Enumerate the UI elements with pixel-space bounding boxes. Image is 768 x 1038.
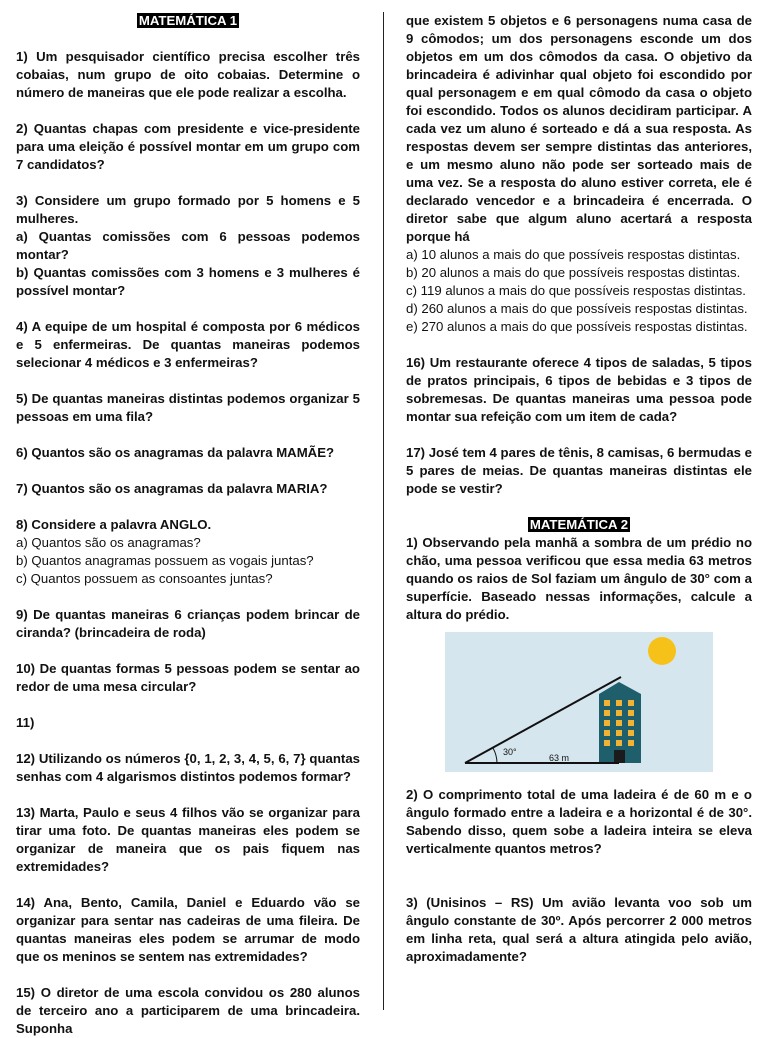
- question-17: 17) José tem 4 pares de tênis, 8 camisas, 6 bermudas e 5 pares de meias. De quantas maneiras distintas ele pode se vestir?: [406, 445, 752, 496]
- sun-icon: [648, 637, 676, 665]
- question-9: 9) De quantas maneiras 6 crianças podem brincar de ciranda? (brincadeira de roda): [16, 607, 360, 640]
- question-15b: b) 20 alunos a mais do que possíveis respostas distintas.: [406, 265, 741, 280]
- angle-label: 30°: [503, 747, 517, 757]
- left-column: [16, 12, 360, 1038]
- question-15-continued: que existem 5 objetos e 6 personagens numa casa de 9 cômodos; um dos personagens esconde um dos objetos em um dos cômodos da casa. O objetivo da brincadeira é adivinhar qual objeto foi escondido por qual personagem e em qual cômodo da casa o objeto foi escondido. Todos os alunos decidiram participar. A cada vez um aluno é sorteado e dá a sua resposta. As respostas devem ser sempre distintas das anteriores, e um mesmo aluno não pode ser sorteado mais de uma vez. Se a resposta do aluno estiver correta, ele é declarado vencedor e a brincadeira é encerrada. O diretor sabe que algum aluno acertará a resposta porque há: [406, 13, 752, 244]
- building-shadow-figure: [445, 632, 713, 772]
- question-6: 6) Quantos são os anagramas da palavra MAMÃE?: [16, 445, 335, 460]
- question-15-options: [406, 246, 752, 336]
- building-window: [604, 730, 610, 736]
- building-icon: [599, 682, 641, 763]
- question-13: 13) Marta, Paulo e seus 4 filhos vão se organizar para tirar uma foto. De quantas maneiras eles podem se organizar de maneira que os pais fiquem nas extremidades?: [16, 805, 360, 874]
- building-window: [628, 740, 634, 746]
- building-window: [628, 720, 634, 726]
- building-window: [616, 740, 622, 746]
- question-15c: c) 119 alunos a mais do que possíveis respostas distintas.: [406, 283, 746, 298]
- question-8c: c) Quantos possuem as consoantes juntas?: [16, 571, 273, 586]
- math2-question-3: 3) (Unisinos – RS) Um avião levanta voo sob um ângulo constante de 30º. Após percorrer 2 000 metros em linha reta, qual será a altura atingida pelo avião, aproximadamente?: [406, 895, 752, 964]
- building-window: [628, 700, 634, 706]
- question-8: 8) Considere a palavra ANGLO.: [16, 517, 212, 532]
- question-12: 12) Utilizando os números {0, 1, 2, 3, 4, 5, 6, 7} quantas senhas com 4 algarismos distintos podemos formar?: [16, 751, 360, 784]
- column-divider: [383, 12, 384, 1010]
- question-2: 2) Quantas chapas com presidente e vice-presidente para uma eleição é possível montar em um grupo com 7 candidatos?: [16, 121, 360, 172]
- question-8a: a) Quantos são os anagramas?: [16, 535, 201, 550]
- building-window: [604, 710, 610, 716]
- question-14: 14) Ana, Bento, Camila, Daniel e Eduardo vão se organizar para sentar nas cadeiras de uma fileira. De quantas maneiras eles podem se arrumar de modo que os meninos se sentem nas extremidades?: [16, 895, 360, 964]
- section-title-matematica-2: MATEMÁTICA 2: [529, 517, 629, 532]
- building-window: [616, 700, 622, 706]
- question-15d: d) 260 alunos a mais do que possíveis respostas distintas.: [406, 301, 748, 316]
- question-4: 4) A equipe de um hospital é composta por 6 médicos e 5 enfermeiras. De quantas maneiras podemos selecionar 4 médicos e 3 enfermeiras?: [16, 319, 360, 370]
- section-title-matematica-1: MATEMÁTICA 1: [138, 13, 238, 28]
- question-5: 5) De quantas maneiras distintas podemos organizar 5 pessoas em uma fila?: [16, 391, 360, 424]
- question-15a: a) 10 alunos a mais do que possíveis respostas distintas.: [406, 247, 741, 262]
- question-11: 11): [16, 715, 35, 730]
- question-3a: a) Quantas comissões com 6 pessoas podemos montar?: [16, 229, 360, 262]
- building-window: [616, 730, 622, 736]
- building-window: [604, 720, 610, 726]
- math2-question-1: 1) Observando pela manhã a sombra de um prédio no chão, uma pessoa verificou que essa media 63 metros quando os raios de Sol faziam um ângulo de 30° com a superfície. Baseado nessas informações, calcule a altura do prédio.: [406, 535, 752, 622]
- question-15: 15) O diretor de uma escola convidou os 280 alunos de terceiro ano a participarem de uma brincadeira. Suponha: [16, 985, 360, 1036]
- question-8b: b) Quantos anagramas possuem as vogais juntas?: [16, 553, 314, 568]
- building-window: [604, 700, 610, 706]
- question-1: 1) Um pesquisador científico precisa escolher três cobaias, num grupo de oito cobaias. Determine o número de maneiras que ele pode realizar a escolha.: [16, 49, 360, 100]
- question-8-options: [16, 534, 360, 588]
- building-window: [616, 720, 622, 726]
- question-10: 10) De quantas formas 5 pessoas podem se sentar ao redor de uma mesa circular?: [16, 661, 360, 694]
- question-16: 16) Um restaurante oferece 4 tipos de saladas, 5 tipos de pratos principais, 6 tipos de bebidas e 3 tipos de sobremesas. De quantas maneiras uma pessoa pode montar sua refeição com um item de cada?: [406, 355, 752, 424]
- building-window: [616, 710, 622, 716]
- building-window: [628, 730, 634, 736]
- math2-question-2: 2) O comprimento total de uma ladeira é de 60 m e o ângulo formado entre a ladeira e a horizontal é de 30°. Sabendo disso, quem sobe a ladeira inteira se eleva verticalmente quantos metros?: [406, 787, 752, 856]
- question-7: 7) Quantos são os anagramas da palavra MARIA?: [16, 481, 328, 496]
- right-column: [406, 12, 752, 984]
- building-window: [628, 710, 634, 716]
- building-window: [604, 740, 610, 746]
- base-length-label: 63 m: [549, 753, 570, 763]
- question-3: 3) Considere um grupo formado por 5 homens e 5 mulheres.: [16, 193, 360, 226]
- question-3b: b) Quantas comissões com 3 homens e 3 mulheres é possível montar?: [16, 265, 360, 298]
- question-15e: e) 270 alunos a mais do que possíveis respostas distintas.: [406, 319, 748, 334]
